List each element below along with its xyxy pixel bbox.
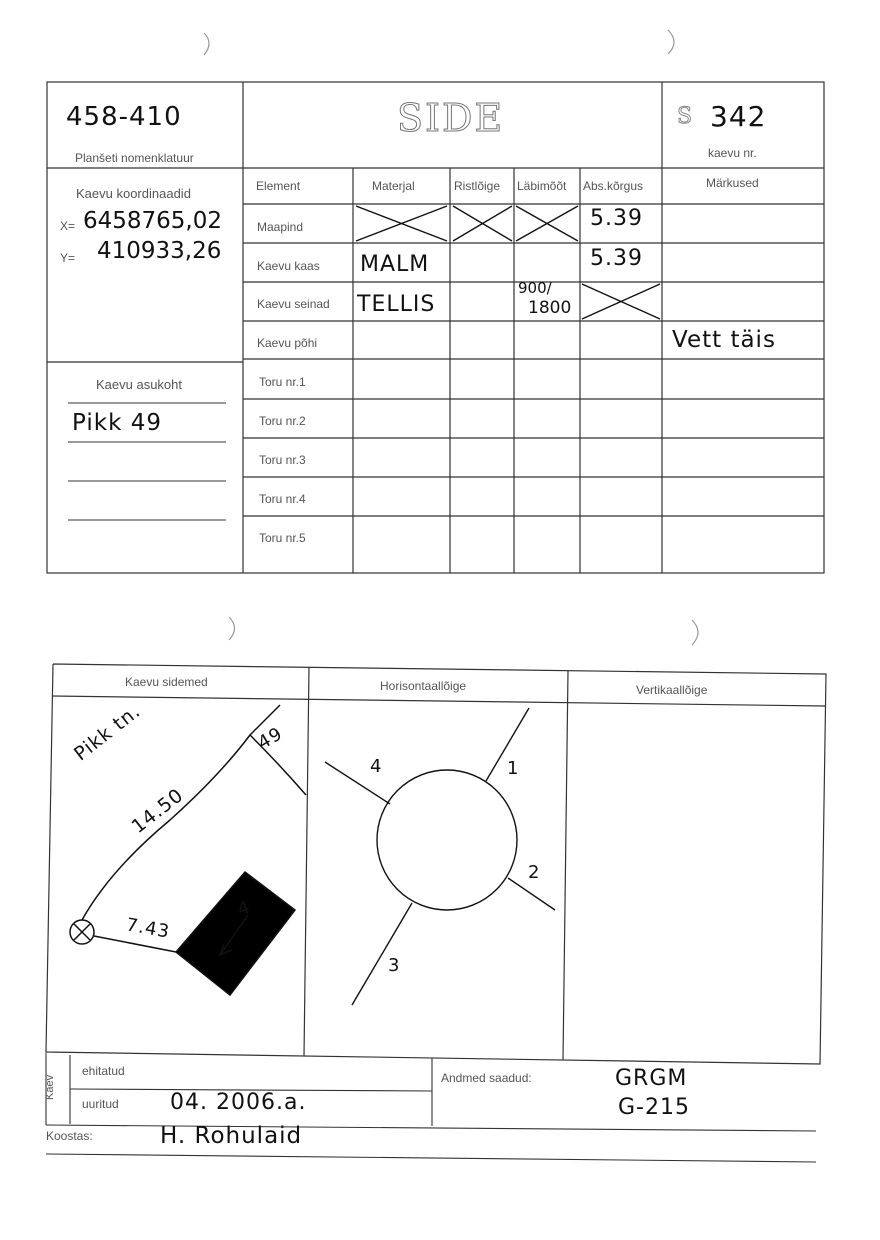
row-label-toru-4: Toru nr.4 [259,492,306,506]
seinad-diameter-top: 900/ [518,279,552,297]
y-prefix: Y= [60,251,76,265]
coordinates-label: Kaevu koordinaadid [76,186,191,201]
header-cross-section: Ristlõige [454,179,501,193]
manhole-number-label: kaevu nr. [708,146,757,160]
pipe-label-2: 2 [528,862,541,883]
distance-short: 7.43 [124,914,172,943]
bottom-card-grid [46,664,826,1064]
kaas-height-value: 5.39 [590,246,643,271]
header-diameter: Läbimõõt [517,179,567,193]
punch-mark-left-mid [229,617,235,640]
kaas-material-value: MALM [360,252,430,277]
street-name: Pikk tn. [70,700,145,766]
row-label-maapind: Maapind [257,220,304,234]
footer-data-source-label: Andmed saadud: [441,1071,532,1085]
footer-compiled-value: H. Rohulaid [160,1123,303,1149]
row-label-toru-1: Toru nr.1 [259,375,306,389]
row-label-kaevu-kaas: Kaevu kaas [257,259,320,273]
nomenclature-value: 458-410 [66,102,182,132]
nomenclature-label: Planšeti nomenklatuur [75,151,194,165]
punch-mark-left-top [204,33,209,55]
row-label-toru-5: Toru nr.5 [259,531,306,545]
row-label-kaevu-seinad: Kaevu seinad [257,297,330,311]
maapind-height-value: 5.39 [590,206,643,231]
row-label-kaevu-pohi: Kaevu põhi [257,336,318,350]
footer-marked-label: ehitatud [82,1064,125,1078]
manhole-number-value: 342 [710,100,767,133]
x-prefix: X= [60,219,76,233]
x-coordinate-value: 6458765,02 [83,208,223,234]
seinad-diameter-bottom: 1800 [528,298,572,318]
header-abs-height: Abs.kõrgus [583,179,644,193]
location-label: Kaevu asukoht [96,377,183,392]
row-label-toru-3: Toru nr.3 [259,453,306,467]
row-label-toru-2: Toru nr.2 [259,414,306,428]
footer-data-source-line1: GRGM [615,1066,688,1091]
pipe-3 [352,903,412,1005]
y-coordinate-value: 410933,26 [97,238,222,264]
header-element: Element [256,179,301,193]
pipe-label-4: 4 [370,756,383,777]
footer-data-source-line2: G-215 [618,1095,690,1120]
pipe-label-3: 3 [388,955,401,976]
footer-kaev-label: Kaev [44,1074,56,1100]
footer-surveyed-value: 04. 2006.a. [170,1090,307,1115]
header-horizontal-section: Horisontaallõige [380,679,467,693]
horizontal-section [325,708,555,1005]
footer-surveyed-label: uuritud [82,1097,119,1111]
header-ties: Kaevu sidemed [125,675,208,689]
header-notes: Märkused [706,176,759,190]
building-mark-label: 4 [234,896,254,921]
house-number: 49 [254,723,287,754]
header-material: Materjal [372,179,415,193]
form-title: SIDE [397,96,505,140]
punch-mark-right-mid [692,620,698,645]
manhole-prefix-mark: S [677,104,693,129]
pipe-label-1: 1 [507,758,520,779]
distance-long: 14.50 [127,784,188,838]
footer-compiled-label: Koostas: [46,1129,93,1143]
pohi-notes-value: Vett täis [672,327,776,353]
header-vertical-section: Vertikaallõige [636,683,708,697]
punch-mark-right-top [668,30,674,54]
location-value: Pikk 49 [72,410,162,436]
seinad-material-value: TELLIS [357,292,436,317]
section-circle [377,770,517,910]
